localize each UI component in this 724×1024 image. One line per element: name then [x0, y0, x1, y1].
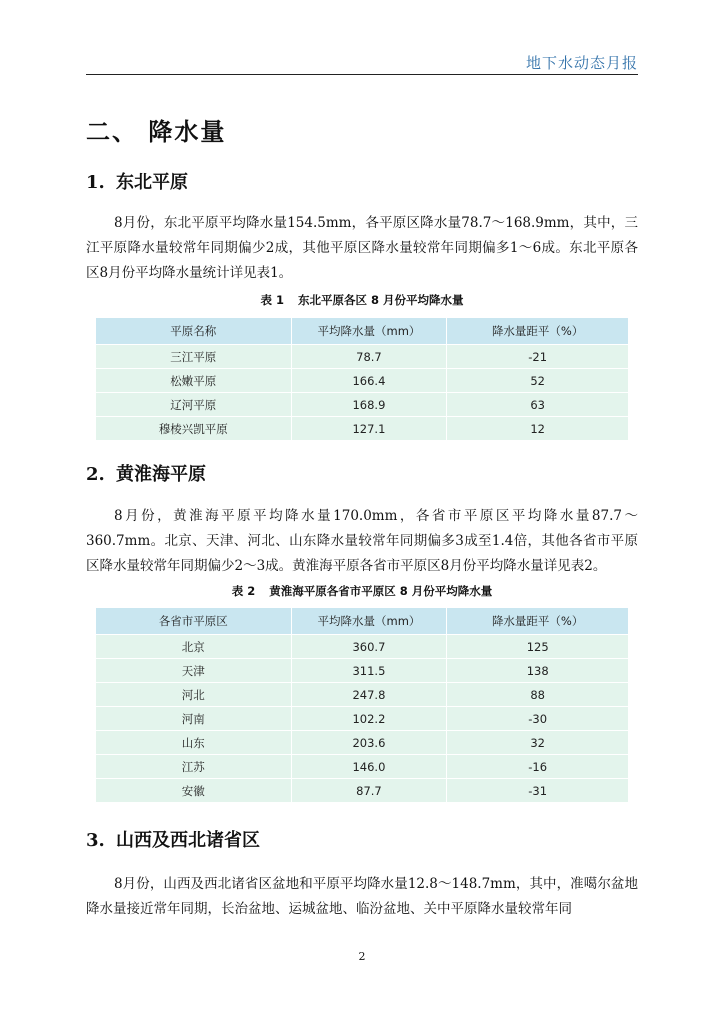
- subsection-heading-1: [86, 168, 188, 194]
- table-cell: 32: [447, 731, 629, 755]
- table-cell: 360.7: [291, 635, 447, 659]
- table-cell: 穆棱兴凯平原: [96, 417, 292, 441]
- table-cell: 河北: [96, 683, 292, 707]
- table-cell: 127.1: [291, 417, 447, 441]
- table-cell: 12: [447, 417, 629, 441]
- paragraph-text: 8月份，山西及西北诸省区盆地和平原平均降水量12.8～148.7mm，其中，准噶尔盆地降水量接近常年同期，长治盆地、运城盆地、临汾盆地、关中平原降水量较常年同: [86, 876, 638, 917]
- table-row: [96, 635, 629, 659]
- table-northeast: [95, 317, 629, 441]
- table-row: [96, 369, 629, 393]
- subsection-number: 3.: [86, 830, 105, 851]
- table-cell: 江苏: [96, 755, 292, 779]
- table-row: [96, 755, 629, 779]
- table-row: [96, 659, 629, 683]
- table-cell: 河南: [96, 707, 292, 731]
- report-title: 地下水动态月报: [525, 54, 638, 72]
- table-cell: 山东: [96, 731, 292, 755]
- table-cell: 78.7: [291, 345, 447, 369]
- table-row: [96, 345, 629, 369]
- table1-caption: [86, 292, 638, 308]
- paragraph-text: 8月份，东北平原平均降水量154.5mm，各平原区降水量78.7～168.9mm，其中，三江平原降水量较常年同期偏少2成，其他平原区降水量较常年同期偏多1～6成。东北平原各区8月份平均降水量统计详见表1。: [86, 215, 638, 281]
- table-row: [96, 683, 629, 707]
- subsection-title: 东北平原: [116, 172, 188, 193]
- table-cell: 安徽: [96, 779, 292, 803]
- table-label: 表 2: [231, 584, 256, 598]
- table-cell: 138: [447, 659, 629, 683]
- table-cell: 天津: [96, 659, 292, 683]
- table-cell: 247.8: [291, 683, 447, 707]
- table-cell: 87.7: [291, 779, 447, 803]
- subsection-title: 黄淮海平原: [116, 464, 206, 485]
- table-header-row: [96, 318, 629, 345]
- table-row: [96, 779, 629, 803]
- section-heading: 二、 降水量: [86, 118, 227, 146]
- table-cell: 102.2: [291, 707, 447, 731]
- table-cell: 88: [447, 683, 629, 707]
- paragraph-northeast: [86, 211, 638, 286]
- column-header: 降水量距平（%）: [447, 608, 629, 635]
- table-row: [96, 417, 629, 441]
- column-header: 平均降水量（mm）: [291, 318, 447, 345]
- table-cell: 63: [447, 393, 629, 417]
- table-cell: -31: [447, 779, 629, 803]
- page-number: 2: [358, 950, 366, 963]
- subsection-heading-3: [86, 826, 260, 852]
- table-cell: -21: [447, 345, 629, 369]
- subsection-number: 1.: [86, 172, 105, 193]
- table-cell: 125: [447, 635, 629, 659]
- table-row: [96, 731, 629, 755]
- table-row: [96, 707, 629, 731]
- header-divider: [86, 74, 638, 75]
- table-cell: 203.6: [291, 731, 447, 755]
- table-cell: -16: [447, 755, 629, 779]
- table-header-row: [96, 608, 629, 635]
- table-cell: 166.4: [291, 369, 447, 393]
- column-header: 降水量距平（%）: [447, 318, 629, 345]
- paragraph-text: 8月份，黄淮海平原平均降水量170.0mm，各省市平原区平均降水量87.7～360.7mm。北京、天津、河北、山东降水量较常年同期偏多3成至1.4倍，其他各省市平原区降水量较常年同期偏少2～3成。黄淮海平原各省市平原区8月份平均降水量详见表2。: [86, 508, 638, 574]
- table-label: 表 1: [260, 293, 284, 307]
- table-cell: 52: [447, 369, 629, 393]
- table-cell: 辽河平原: [96, 393, 292, 417]
- subsection-heading-2: [86, 460, 206, 486]
- table-cell: -30: [447, 707, 629, 731]
- subsection-title: 山西及西北诸省区: [116, 830, 260, 851]
- column-header: 各省市平原区: [96, 608, 292, 635]
- paragraph-northwest: [86, 872, 638, 922]
- table-cell: 北京: [96, 635, 292, 659]
- paragraph-huanghuaihai: [86, 504, 638, 579]
- table-caption-text: 黄淮海平原各省市平原区 8 月份平均降水量: [269, 584, 493, 598]
- subsection-number: 2.: [86, 464, 105, 485]
- column-header: 平原名称: [96, 318, 292, 345]
- column-header: 平均降水量（mm）: [291, 608, 447, 635]
- table-cell: 松嫩平原: [96, 369, 292, 393]
- table-cell: 168.9: [291, 393, 447, 417]
- table-huanghuaihai: [95, 607, 629, 803]
- table-row: [96, 393, 629, 417]
- table2-caption: [86, 583, 638, 599]
- table-caption-text: 东北平原各区 8 月份平均降水量: [298, 293, 464, 307]
- table-cell: 311.5: [291, 659, 447, 683]
- table-cell: 三江平原: [96, 345, 292, 369]
- table-cell: 146.0: [291, 755, 447, 779]
